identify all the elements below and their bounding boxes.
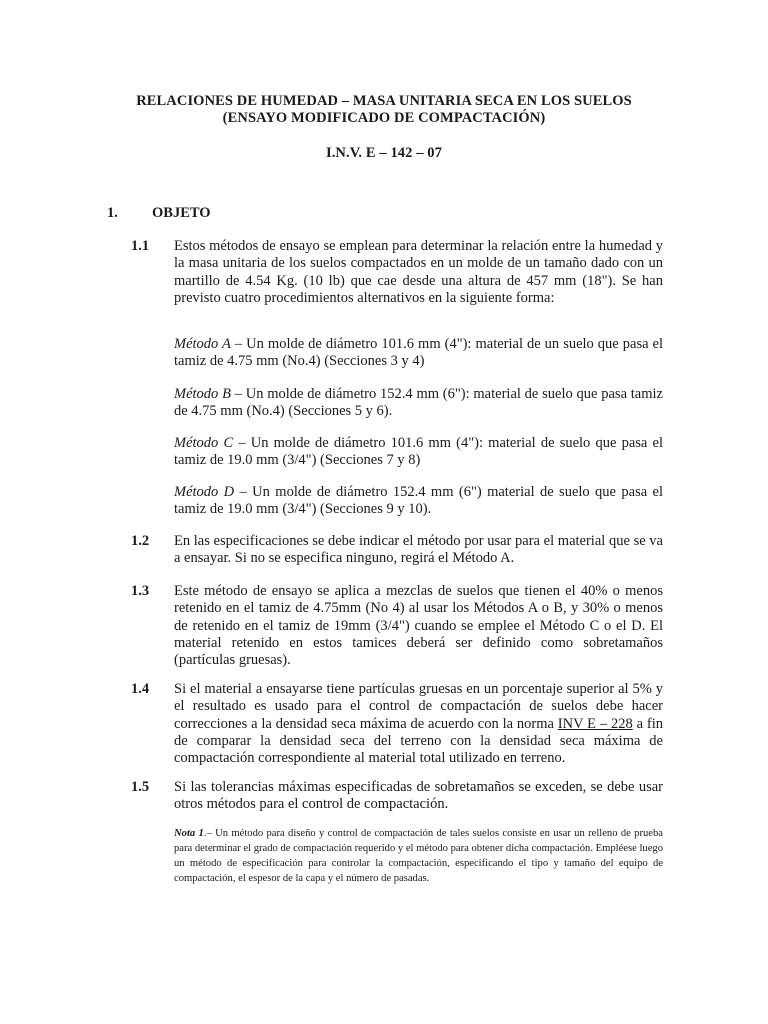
method-b-text: – Un molde de diámetro 152.4 mm (6"): material de suelo que pasa tamiz de 4.75 mm (No.4) (Secciones 5 y 6).	[174, 386, 663, 420]
note-1	[174, 826, 663, 886]
section-number: 1.	[107, 205, 118, 221]
method-d-label: Método D	[174, 484, 235, 500]
method-d-text: – Un molde de diámetro 152.4 mm (6") material de suelo que pasa el tamiz de 19.0 mm (3/4") (Secciones 9 y 10).	[174, 484, 663, 518]
document-title-line2: (ENSAYO MODIFICADO DE COMPACTACIÓN)	[222, 110, 546, 126]
method-a-label: Método A	[174, 336, 231, 352]
method-a-text: – Un molde de diámetro 101.6 mm (4"): material de un suelo que pasa el tamiz de 4.75 mm (No.4) (Secciones 3 y 4)	[174, 336, 663, 370]
method-b-label: Método B	[174, 386, 231, 402]
item-number-1-5: 1.5	[131, 779, 150, 795]
method-d-paragraph	[174, 484, 663, 519]
section-title: OBJETO	[152, 205, 211, 221]
norm-reference-link[interactable]: INV E – 228	[557, 715, 633, 732]
standard-code: I.N.V. E – 142 – 07	[325, 145, 443, 161]
note-1-text: .– Un método para diseño y control de compactación de tales suelos consiste en usar un relleno de prueba para determinar el grado de compactación requerido y el método para obtener dicha compactación. Empléese luego un método de especificación para controlar la compactación, especificando el tipo y tamaño del equipo de compactación, el espesor de la capa y el número de pasadas.	[174, 828, 664, 884]
item-number-1-1: 1.1	[131, 238, 150, 254]
method-a-paragraph	[174, 336, 663, 371]
item-number-1-3: 1.3	[131, 583, 150, 599]
method-c-paragraph	[174, 435, 663, 470]
paragraph-1-1: Estos métodos de ensayo se emplean para determinar la relación entre la humedad y la masa unitaria de los suelos compactados en un molde de un tamaño dado con un martillo de 4.54 Kg. (10 lb) que cae desde una altura de 457 mm (18"). Se han previsto cuatro procedimientos alternativos en la siguiente forma:	[174, 238, 663, 306]
method-c-text: – Un molde de diámetro 101.6 mm (4"): material de suelo que pasa el tamiz de 19.0 mm (3/4") (Secciones 7 y 8)	[174, 435, 663, 469]
method-b-paragraph	[174, 386, 663, 421]
paragraph-1-4	[174, 681, 663, 767]
paragraph-1-2: En las especificaciones se debe indicar el método por usar para el material que se va a ensayar. Si no se especifica ninguno, regirá el Método A.	[174, 533, 663, 567]
paragraph-1-3: Este método de ensayo se aplica a mezclas de suelos que tienen el 40% o menos retenido en el tamiz de 4.75mm (No 4) al usar los Métodos A o B, y 30% o menos de retenido en el tamiz de 19mm (3/4") cuando se emplee el Método C o el D. El material retenido en estos tamices deberá ser definido como sobretamaños (partículas gruesas).	[174, 583, 663, 669]
paragraph-1-5: Si las tolerancias máximas especificadas de sobretamaños se exceden, se debe usar otros métodos para el control de compactación.	[174, 779, 663, 813]
item-number-1-4: 1.4	[131, 681, 150, 697]
paragraph-1-4-text-after: a fin de comparar la densidad seca del terreno con la densidad seca máxima de compactación correspondiente al material total utilizado en terreno.	[174, 715, 663, 767]
item-number-1-2: 1.2	[131, 533, 150, 549]
document-title-line1: RELACIONES DE HUMEDAD – MASA UNITARIA SECA EN LOS SUELOS	[136, 93, 632, 109]
note-1-label: Nota 1	[174, 828, 204, 839]
paragraph-1-4-text-before: Si el material a ensayarse tiene partículas gruesas en un porcentaje superior al 5% y el resultado es usado para el control de compactación de suelos debe hacer correcciones a la densidad seca máxima de acuerdo con la norma	[174, 681, 663, 732]
method-c-label: Método C	[174, 435, 234, 451]
